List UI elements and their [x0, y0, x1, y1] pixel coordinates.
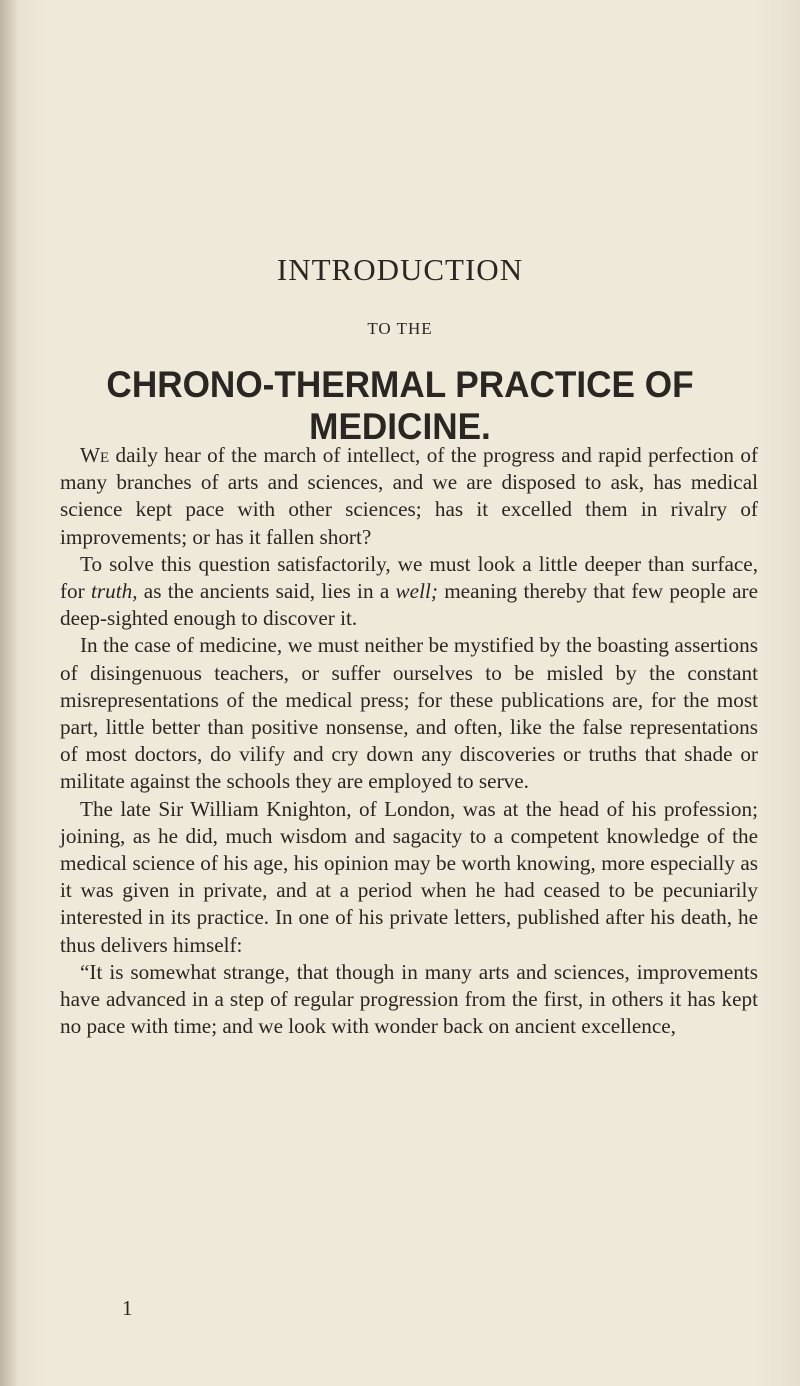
paragraph-2-text-b: as the ancients said, lies in a — [137, 579, 396, 604]
paragraph-2-text-a: To solve this question satisfactorily, we must look a little deeper than surface, for — [60, 551, 758, 604]
page-subtitle: TO THE — [367, 319, 433, 338]
lead-word: We — [80, 443, 110, 467]
paragraph-2 — [60, 551, 758, 633]
paragraph-1-text: daily hear of the march of intellect, of the progress and rapid perfection of many branches of arts and sciences, and we are disposed to ask, has medical science kept pace with other sciences; has it excelled them in rivalry of improvements; or has it fallen short? — [60, 443, 758, 549]
page-title: INTRODUCTION — [276, 252, 524, 287]
paragraph-2-text-c: meaning thereby that few people are deep-sighted enough to discover it. — [60, 579, 759, 631]
paragraph-3: In the case of medicine, we must neither be mystified by the boasting assertions of disingenuous teachers, or suffer ourselves to be misled by the constant misrepresentations of the medical press; for these publications are, for the most part, little better than positive nonsense, and often, like the false representations of most doctors, do vilify and cry down any discoveries or truths that shade or militate against the schools they are employed to serve. — [60, 633, 758, 794]
paragraph-1 — [60, 442, 758, 551]
emphasis-truth: truth, — [91, 579, 138, 604]
page-gutter-shadow — [0, 0, 18, 1386]
page-number: 1 — [122, 1296, 133, 1320]
emphasis-well: well; — [395, 579, 438, 604]
body-text — [60, 442, 758, 1040]
paragraph-5: “It is somewhat strange, that though in many arts and sciences, improvements have advanced in a step of regular progression from the first, in others it has kept no pace with time; and we look with wonder back on ancient excellence, — [60, 959, 758, 1039]
paragraph-4: The late Sir William Knighton, of London, was at the head of his profession; joining, as he did, much wisdom and sagacity to a competent knowledge of the medical science of his age, his opinion may be worth knowing, more especially as it was given in private, and at a period when he had ceased to be pecuniarily interested in its practice. In one of his private letters, published after his death, he thus delivers himself: — [60, 796, 758, 957]
section-heading: CHRONO-THERMAL PRACTICE OF MEDICINE. — [106, 364, 694, 447]
